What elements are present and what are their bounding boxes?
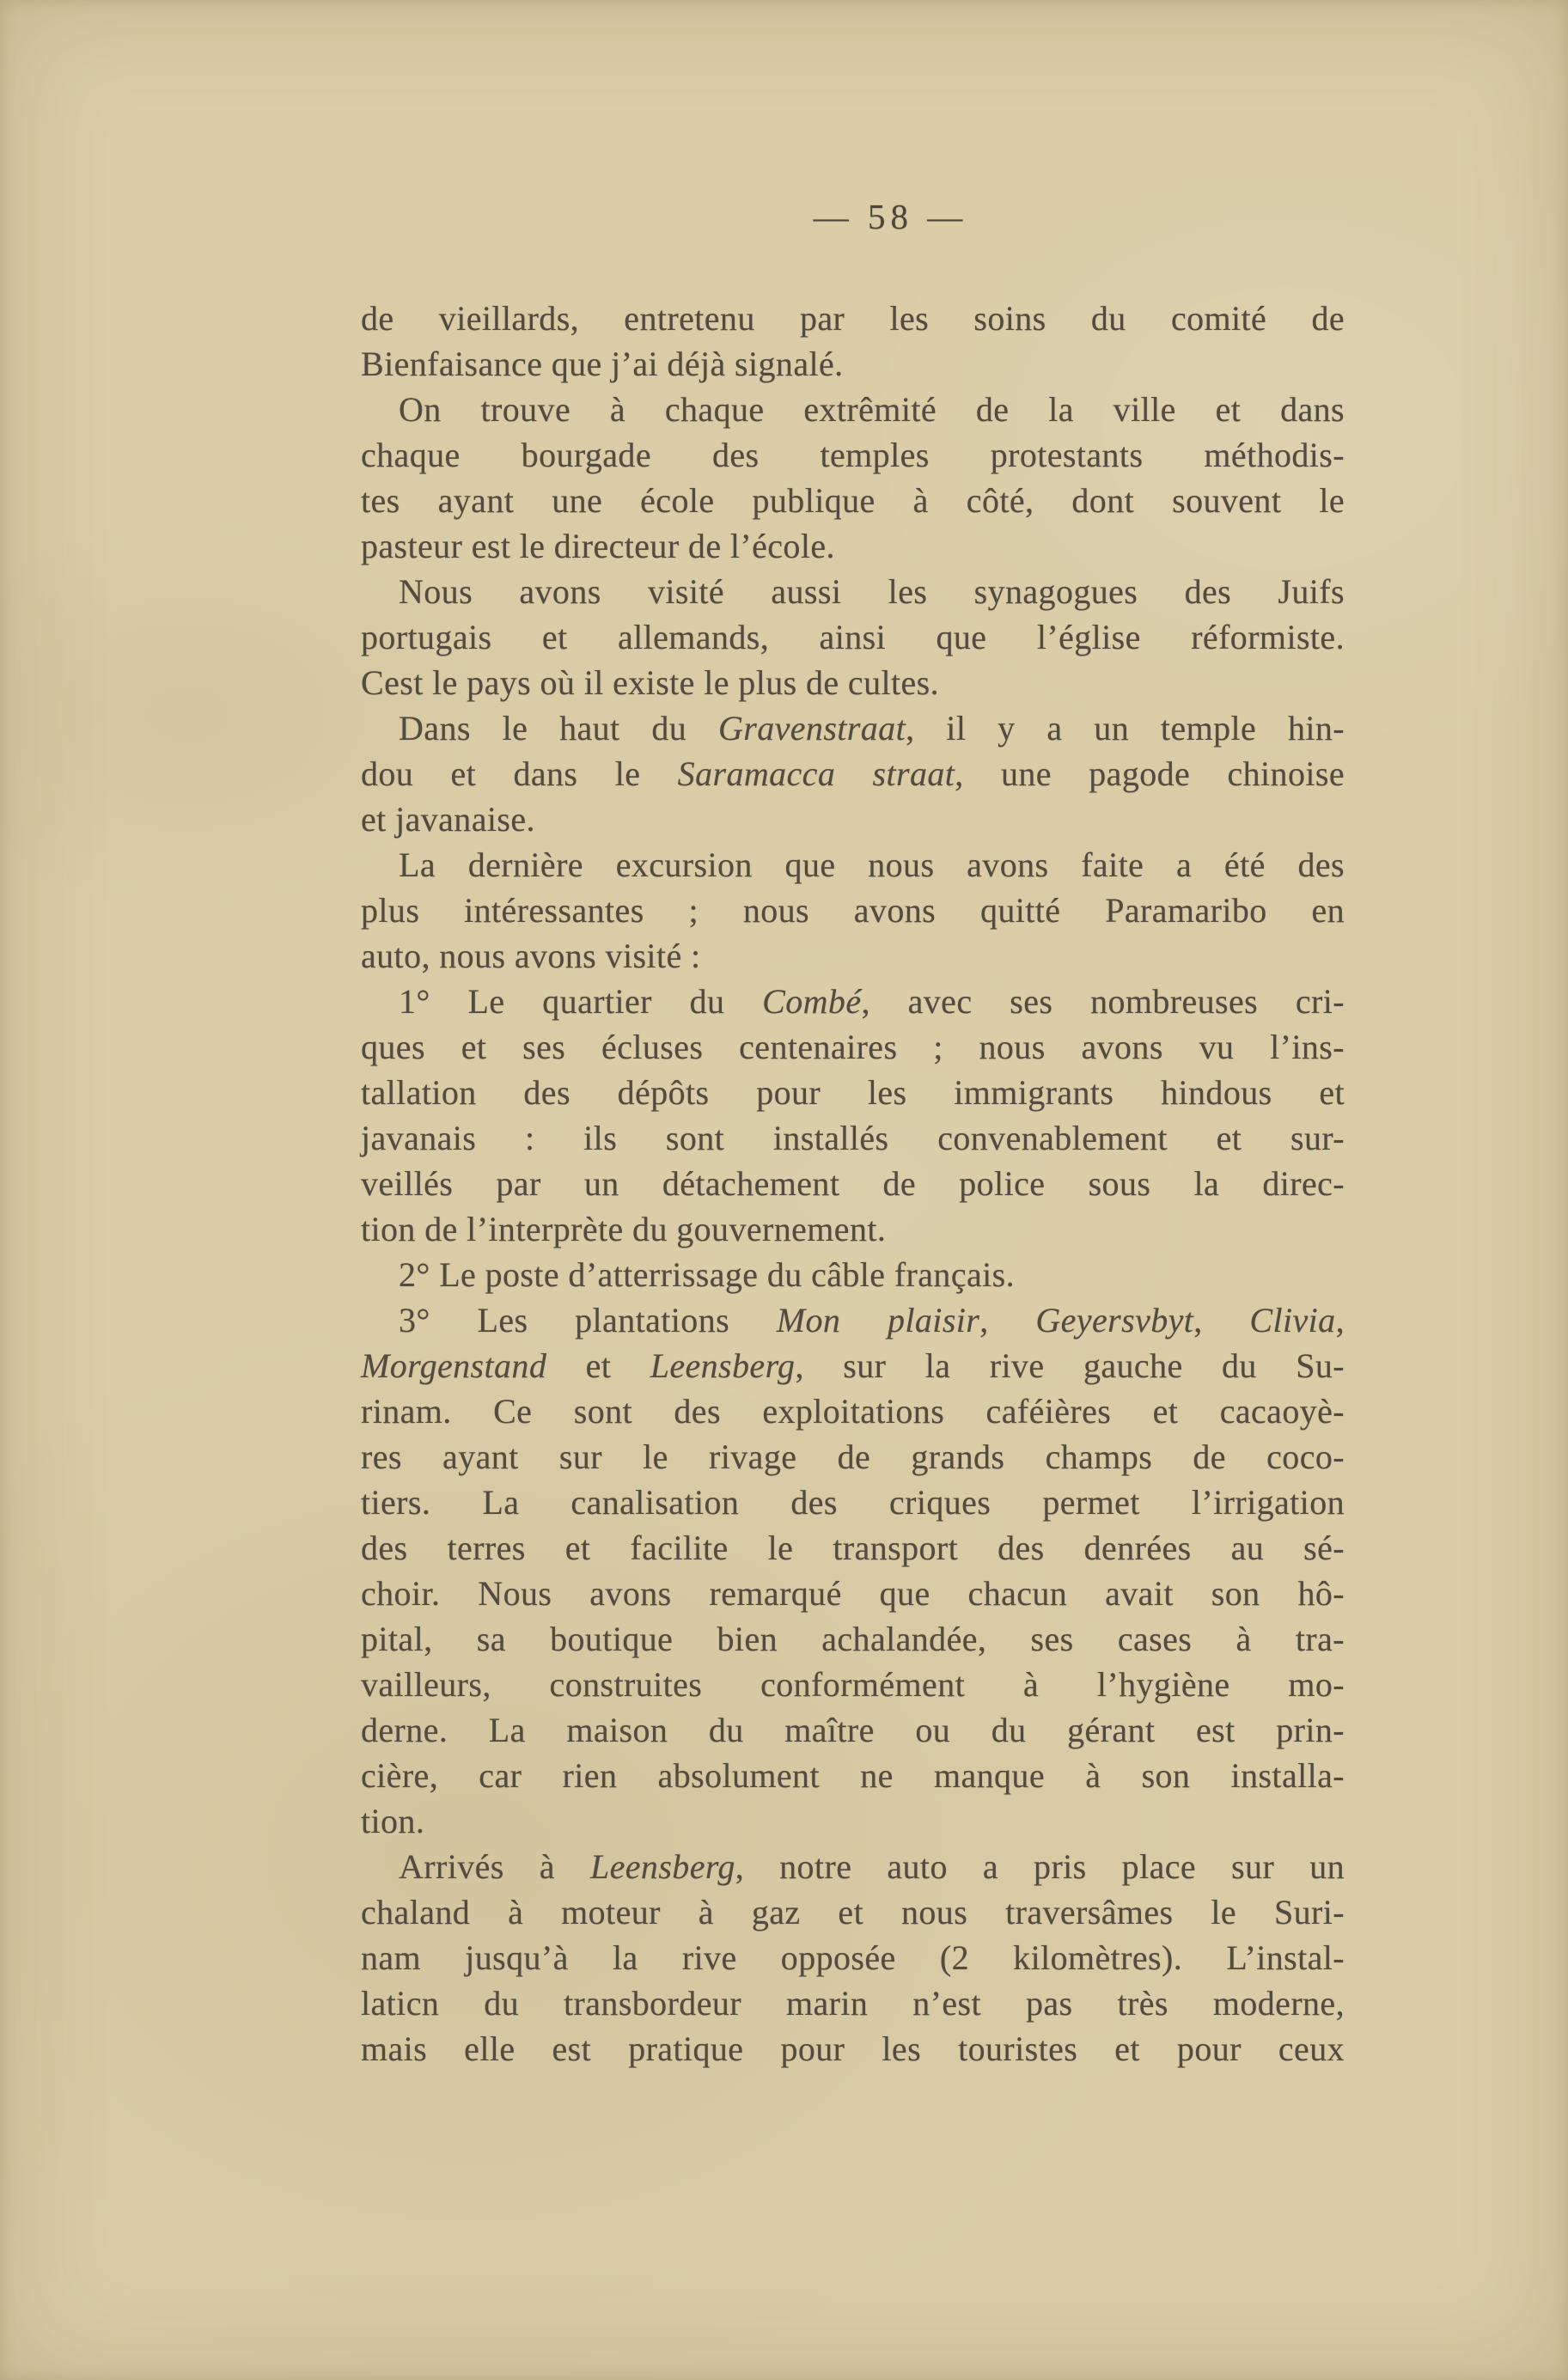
text-segment: 2° Le poste d’atterrissage du câble français. bbox=[399, 1255, 1016, 1294]
text-segment: choir. Nous avons remarqué que chacun avait son hô- bbox=[361, 1574, 1345, 1613]
text-line bbox=[361, 1434, 1345, 1480]
text-line bbox=[361, 1844, 1345, 1889]
text-segment: ques et ses écluses centenaires ; nous avons vu l’ins- bbox=[361, 1028, 1345, 1066]
text-segment: 1° Le quartier du bbox=[399, 982, 763, 1021]
text-segment: On trouve à chaque extrêmité de la ville et dans bbox=[399, 390, 1345, 429]
text-segment: de vieillards, entretenu par les soins du comité de bbox=[361, 299, 1345, 338]
text-segment: des terres et facilite le transport des denrées au sé- bbox=[361, 1529, 1345, 1567]
text-line bbox=[361, 1297, 1345, 1343]
text-segment: , sur la rive gauche du Su- bbox=[795, 1346, 1345, 1385]
text-line bbox=[361, 1707, 1345, 1753]
text-line bbox=[361, 1889, 1345, 1935]
text-segment: , avec ses nombreuses cri- bbox=[861, 982, 1345, 1021]
italic-text: Mon plaisir bbox=[776, 1301, 980, 1340]
text-line bbox=[361, 1070, 1345, 1115]
text-line bbox=[361, 1935, 1345, 1980]
text-segment: res ayant sur le rivage de grands champs de coco- bbox=[361, 1437, 1345, 1476]
text-segment: plus intéressantes ; nous avons quitté Paramaribo en bbox=[361, 891, 1345, 930]
text-segment: nam jusqu’à la rive opposée (2 kilomètres). L’instal- bbox=[361, 1938, 1345, 1977]
text-segment: et javanaise. bbox=[361, 800, 535, 839]
text-line bbox=[361, 751, 1345, 796]
text-line bbox=[361, 979, 1345, 1024]
text-line bbox=[361, 569, 1345, 614]
italic-text: Leensberg bbox=[589, 1847, 735, 1886]
text-line bbox=[361, 705, 1345, 751]
text-segment: tiers. La canalisation des criques permet l’irrigation bbox=[361, 1483, 1345, 1522]
text-line bbox=[361, 1252, 1345, 1297]
text-line bbox=[361, 478, 1345, 523]
text-segment: La dernière excursion que nous avons faite a été des bbox=[399, 845, 1345, 884]
text-segment: auto, nous avons visité : bbox=[361, 937, 701, 975]
text-segment: derne. La maison du maître ou du gérant est prin- bbox=[361, 1711, 1345, 1749]
italic-text: Morgenstand bbox=[361, 1346, 547, 1385]
text-line bbox=[361, 2026, 1345, 2072]
text-line bbox=[361, 1206, 1345, 1252]
text-line bbox=[361, 660, 1345, 705]
text-segment: Dans le haut du bbox=[399, 709, 718, 748]
text-line bbox=[361, 1388, 1345, 1434]
text-line bbox=[361, 1525, 1345, 1571]
text-segment: vailleurs, construites conformément à l’hygiène mo- bbox=[361, 1665, 1345, 1704]
italic-text: Saramacca straat bbox=[677, 754, 955, 793]
text-line bbox=[361, 1115, 1345, 1161]
text-line bbox=[361, 1161, 1345, 1206]
text-line bbox=[361, 341, 1345, 387]
text-segment: veillés par un détachement de police sous la direc- bbox=[361, 1164, 1345, 1203]
text-line bbox=[361, 1343, 1345, 1388]
text-segment: portugais et allemands, ainsi que l’église réformiste. bbox=[361, 618, 1345, 656]
page-text bbox=[361, 296, 1345, 2072]
italic-text: Clivia bbox=[1249, 1301, 1336, 1340]
text-segment: pital, sa boutique bien achalandée, ses cases à tra- bbox=[361, 1620, 1345, 1658]
text-segment: , notre auto a pris place sur un bbox=[735, 1847, 1345, 1886]
text-segment: Cest le pays où il existe le plus de cultes. bbox=[361, 663, 940, 702]
text-segment: , bbox=[1335, 1301, 1345, 1340]
text-line bbox=[361, 888, 1345, 933]
text-line bbox=[361, 842, 1345, 888]
text-line bbox=[361, 1571, 1345, 1616]
text-segment: Bienfaisance que j’ai déjà signalé. bbox=[361, 345, 844, 383]
text-segment: tes ayant une école publique à côté, dont souvent le bbox=[361, 481, 1345, 520]
text-line bbox=[361, 933, 1345, 979]
text-segment: tion de l’interprète du gouvernement. bbox=[361, 1210, 887, 1248]
text-segment: dou et dans le bbox=[361, 754, 678, 793]
text-line bbox=[361, 387, 1345, 432]
text-segment: laticn du transbordeur marin n’est pas très moderne, bbox=[361, 1984, 1345, 2023]
text-segment: Arrivés à bbox=[399, 1847, 590, 1886]
text-segment: tallation des dépôts pour les immigrants hindous et bbox=[361, 1073, 1345, 1112]
page-number: — 58 — bbox=[813, 197, 968, 236]
text-segment: mais elle est pratique pour les touristes et pour ceux bbox=[361, 2029, 1345, 2068]
text-segment: , bbox=[979, 1301, 1036, 1340]
text-segment: pasteur est le directeur de l’école. bbox=[361, 527, 835, 565]
text-line bbox=[361, 1753, 1345, 1798]
italic-text: Leensberg bbox=[650, 1346, 796, 1385]
text-line bbox=[361, 614, 1345, 660]
text-segment: cière, car rien absolument ne manque à son installa- bbox=[361, 1756, 1345, 1795]
text-line bbox=[361, 296, 1345, 341]
text-segment: javanais : ils sont installés convenablement et sur- bbox=[361, 1119, 1345, 1157]
text-segment: rinam. Ce sont des exploitations caféières et cacaoyè- bbox=[361, 1392, 1345, 1431]
text-segment: , bbox=[1193, 1301, 1250, 1340]
text-segment: Nous avons visité aussi les synagogues des Juifs bbox=[399, 572, 1345, 611]
text-segment: , il y a un temple hin- bbox=[906, 709, 1345, 748]
text-line bbox=[361, 796, 1345, 842]
italic-text: Combé bbox=[762, 982, 862, 1021]
text-line bbox=[361, 1024, 1345, 1070]
text-line bbox=[361, 1798, 1345, 1844]
italic-text: Gravenstraat bbox=[717, 709, 906, 748]
text-segment: et bbox=[546, 1346, 650, 1385]
text-line bbox=[361, 432, 1345, 478]
text-line bbox=[361, 1480, 1345, 1525]
text-segment: chaland à moteur à gaz et nous traversâmes le Suri- bbox=[361, 1893, 1345, 1931]
text-segment: , une pagode chinoise bbox=[955, 754, 1345, 793]
text-segment: 3° Les plantations bbox=[399, 1301, 777, 1340]
text-line bbox=[361, 1662, 1345, 1707]
text-segment: tion. bbox=[361, 1802, 425, 1840]
italic-text: Geyersvbyt bbox=[1035, 1301, 1194, 1340]
text-line bbox=[361, 1980, 1345, 2026]
text-segment: chaque bourgade des temples protestants méthodis- bbox=[361, 436, 1345, 474]
text-line bbox=[361, 523, 1345, 569]
text-line bbox=[361, 1616, 1345, 1662]
